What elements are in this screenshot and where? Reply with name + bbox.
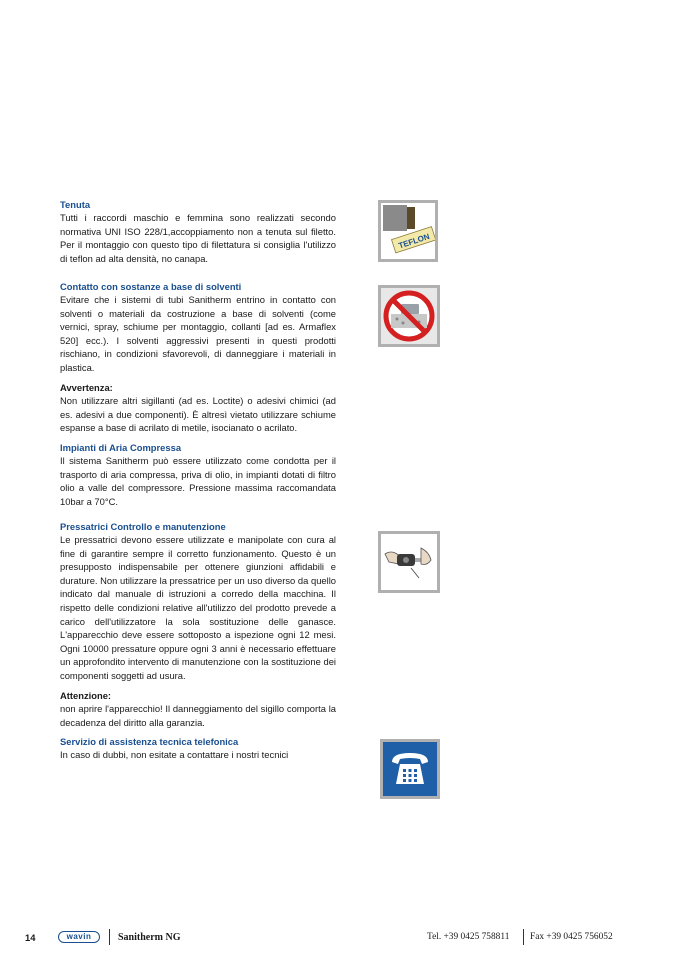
section-title: Pressatrici Controllo e manutenzione — [60, 521, 226, 532]
svg-text:TEFLON: TEFLON — [397, 231, 431, 251]
section-tenuta — [60, 198, 336, 265]
section-body: Le pressatrici devono essere utilizzate e manipolate con cura al fine di garantire sempre il corretto funzionamento. Questo è un presupposto indispensabile per ottenere giunzioni affidabili e durature. Non utilizzare la pressatrice per un uso diverso da quello indicato dal manuale di istruzioni a corredo della macchina. Il rispetto delle condizioni relative all'utilizzo del prodotto prevede a carico dell'utilizzatore la sola sostituzione delle ganasce. L'apparecchio deve essere sottoposto a ispezione ogni 12 mesi. Ogni 10000 pressature oppure ogni 3 anni è necessario effettuare un approfondito intervento di manutenzione con la sostituzione dei componenti soggetti ad usura. — [60, 534, 336, 681]
product-name: Sanitherm NG — [118, 932, 181, 943]
warning-heading: Avvertenza: — [60, 381, 113, 393]
no-solvent-icon — [378, 285, 440, 347]
section-title: Contatto con sostanze a base di solventi — [60, 281, 242, 292]
warning-body: Non utilizzare altri sigillanti (ad es. Loctite) o adesivi chimici (ad es. adesivi a due componenti). È altresì vietato utilizzare schiume espanse a base di acrilato di metile, isocianato o acrilato. — [60, 395, 336, 434]
section-body: In caso di dubbi, non esitate a contattare i nostri tecnici — [60, 749, 289, 760]
fax-number: Fax +39 0425 756052 — [530, 932, 613, 942]
section-assistenza — [60, 735, 336, 762]
telephone-number: Tel. +39 0425 758811 — [427, 932, 510, 942]
section-title: Tenuta — [60, 199, 91, 210]
page-footer — [0, 929, 678, 947]
footer-divider — [109, 929, 110, 945]
attention-body: non aprire l'apparecchio! Il danneggiamento del sigillo comporta la decadenza del diritto alla garanzia. — [60, 703, 336, 728]
wavin-logo: wavin — [58, 931, 100, 943]
page-number: 14 — [25, 932, 36, 943]
section-body: Evitare che i sistemi di tubi Sanitherm entrino in contatto con solventi o materiali da costruzione a base di solventi (come vernici, spray, schiume per montaggio, collanti [ad es. Armaflex 520] ecc.). I solventi aggressivi presenti in questi prodotti rischiano, in condizioni sfavorevoli, di danneggiare i materiali in plastica. — [60, 294, 336, 373]
section-body: Il sistema Sanitherm può essere utilizzato come condotta per il trasporto di aria compressa, priva di olio, in impianti dotati di filtro olio a valle del compressore. Pressione massima raccomandata 10bar a 70°C. — [60, 455, 336, 507]
press-tool-icon — [378, 531, 440, 593]
telephone-icon — [380, 739, 440, 799]
section-aria-compressa — [60, 441, 336, 508]
teflon-icon — [378, 200, 438, 262]
section-solventi — [60, 280, 336, 435]
attention-heading: Attenzione: — [60, 689, 112, 701]
section-title: Servizio di assistenza tecnica telefonica — [60, 736, 239, 747]
footer-divider — [523, 929, 524, 945]
section-body: Tutti i raccordi maschio e femmina sono realizzati secondo normativa UNI ISO 228/1,accoppiamento non a tenuta sul filetto. Per il montaggio con questo tipo di filettatura si consiglia l'utilizzo di teflon ad alta densità, no canapa. — [60, 212, 336, 264]
section-pressatrici — [60, 520, 336, 729]
section-title: Impianti di Aria Compressa — [60, 442, 182, 453]
